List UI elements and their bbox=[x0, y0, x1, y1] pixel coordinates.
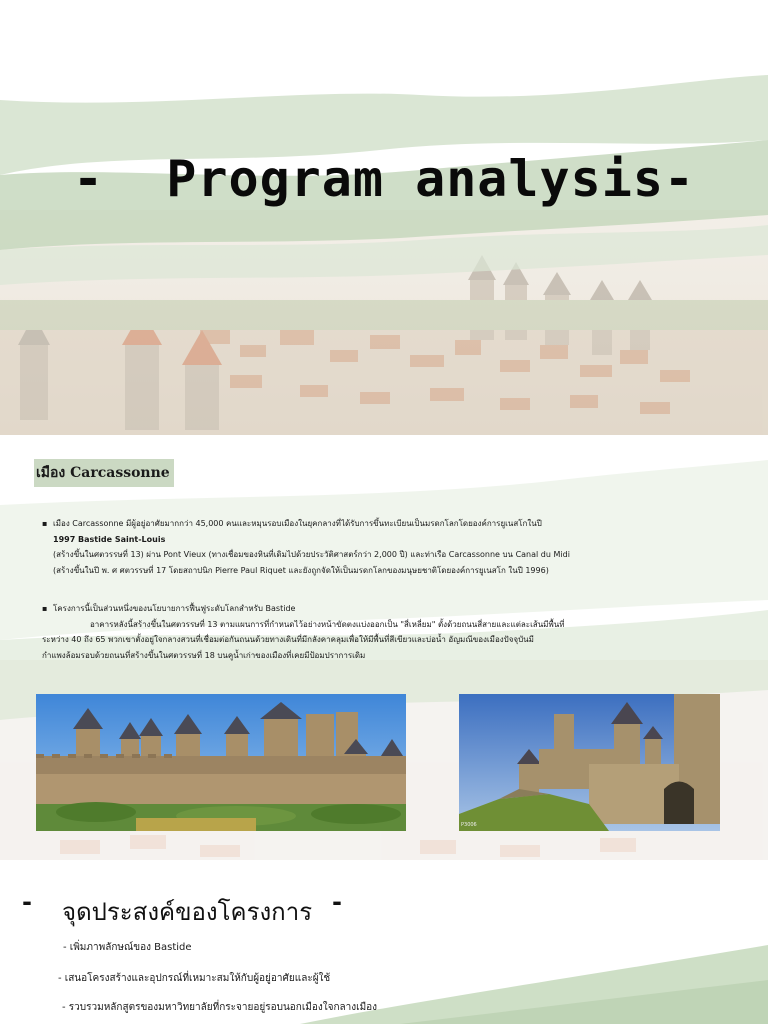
paragraph-line: เมือง Carcassonne มีผู้อยู่อาศัยมากกว่า 45,000 คนและหมุนรอบเมืองในยุคกลางที่ได้รับการขึ้นทะเบียนเป็นมรดกโลกโดยองค์การยูเนสโกในปี bbox=[53, 519, 542, 528]
goals-heading-text: จุดประสงค์ของโครงการ bbox=[62, 898, 313, 926]
bullet-icon: ▪ bbox=[42, 519, 48, 528]
section-label-carcassonne: เมือง Carcassonne bbox=[34, 459, 174, 487]
photo-carcassonne-walls bbox=[36, 694, 406, 831]
paragraph-line: โครงการนี้เป็นส่วนหนึ่งของนโยบายการฟื้นฟูระดับโลกสำหรับ Bastide bbox=[53, 604, 296, 613]
heading-dash: - bbox=[22, 888, 32, 916]
paragraph-line: กำแพงล้อมรอบด้วยถนนที่สร้างขึ้นในศตวรรษที่ 18 บนคูน้ำเก่าของเมืองที่เคยมีป้อมปราการเดิม bbox=[42, 650, 366, 660]
page-title: - Program analysis- bbox=[72, 150, 696, 208]
paragraph-city-description bbox=[42, 516, 682, 578]
paragraph-line: อาคารหลังนี้สร้างขึ้นในศตวรรษที่ 13 ตามแผนการที่กำหนดไว้อย่างหน้าขัดตงแบ่งออกเป็น "สี่เหลี่ยม" ตั้งด้วยถนนสี่สายและแต่ละเส้นมีพื้นที่ bbox=[90, 619, 565, 629]
paragraph-line: (สร้างขึ้นในปี พ. ศ ศตวรรษที่ 17 โดยสถาปนิก Pierre Paul Riquet และยังถูกจัดให้เป็นมรดกโลกของมนุษยชาติโดยองค์การยูเนสโก ในปี 1996) bbox=[53, 565, 549, 575]
paragraph-project-description bbox=[42, 601, 682, 663]
paragraph-line: 1997 Bastide Saint-Louis bbox=[53, 534, 166, 544]
paragraph-line: (สร้างขึ้นในศตวรรษที่ 13) ผ่าน Pont Vieux (ทางเชื่อมของหินที่เดิมไปด้วยประวัติศาสตร์กว่า 2,000 ปี) และท่าเรือ Carcassonne บน Canal du Midi bbox=[53, 550, 570, 559]
bullet-icon: ▪ bbox=[42, 604, 48, 613]
paragraph-line: ระหว่าง 40 ถึง 65 พวกเขาตั้งอยู่ใจกลางสวนที่เชื่อมต่อกันถนนด้วยทางเดินที่มีกลังคาคลุมเพื่อให้มีพื้นที่สีเขียวและบ่อน้ำ อัญมณีของเมืองปัจจุบันมี bbox=[42, 635, 534, 644]
goals-heading bbox=[22, 888, 362, 928]
photo-credit: P3006 bbox=[461, 822, 477, 828]
heading-dash: - bbox=[332, 888, 342, 916]
goal-item: - เสนอโครงสร้างและอุปกรณ์ที่เหมาะสมให้กับผู้อยู่อาศัยและผู้ใช้ bbox=[58, 973, 331, 984]
goal-item: - เพิ่มภาพลักษณ์ของ Bastide bbox=[63, 942, 192, 953]
photo-carcassonne-gate bbox=[459, 694, 720, 831]
goal-item: - รวบรวมหลักสูตรของมหาวิทยาลัยที่กระจายอยู่รอบนอกเมืองใจกลางเมือง bbox=[62, 1002, 378, 1013]
